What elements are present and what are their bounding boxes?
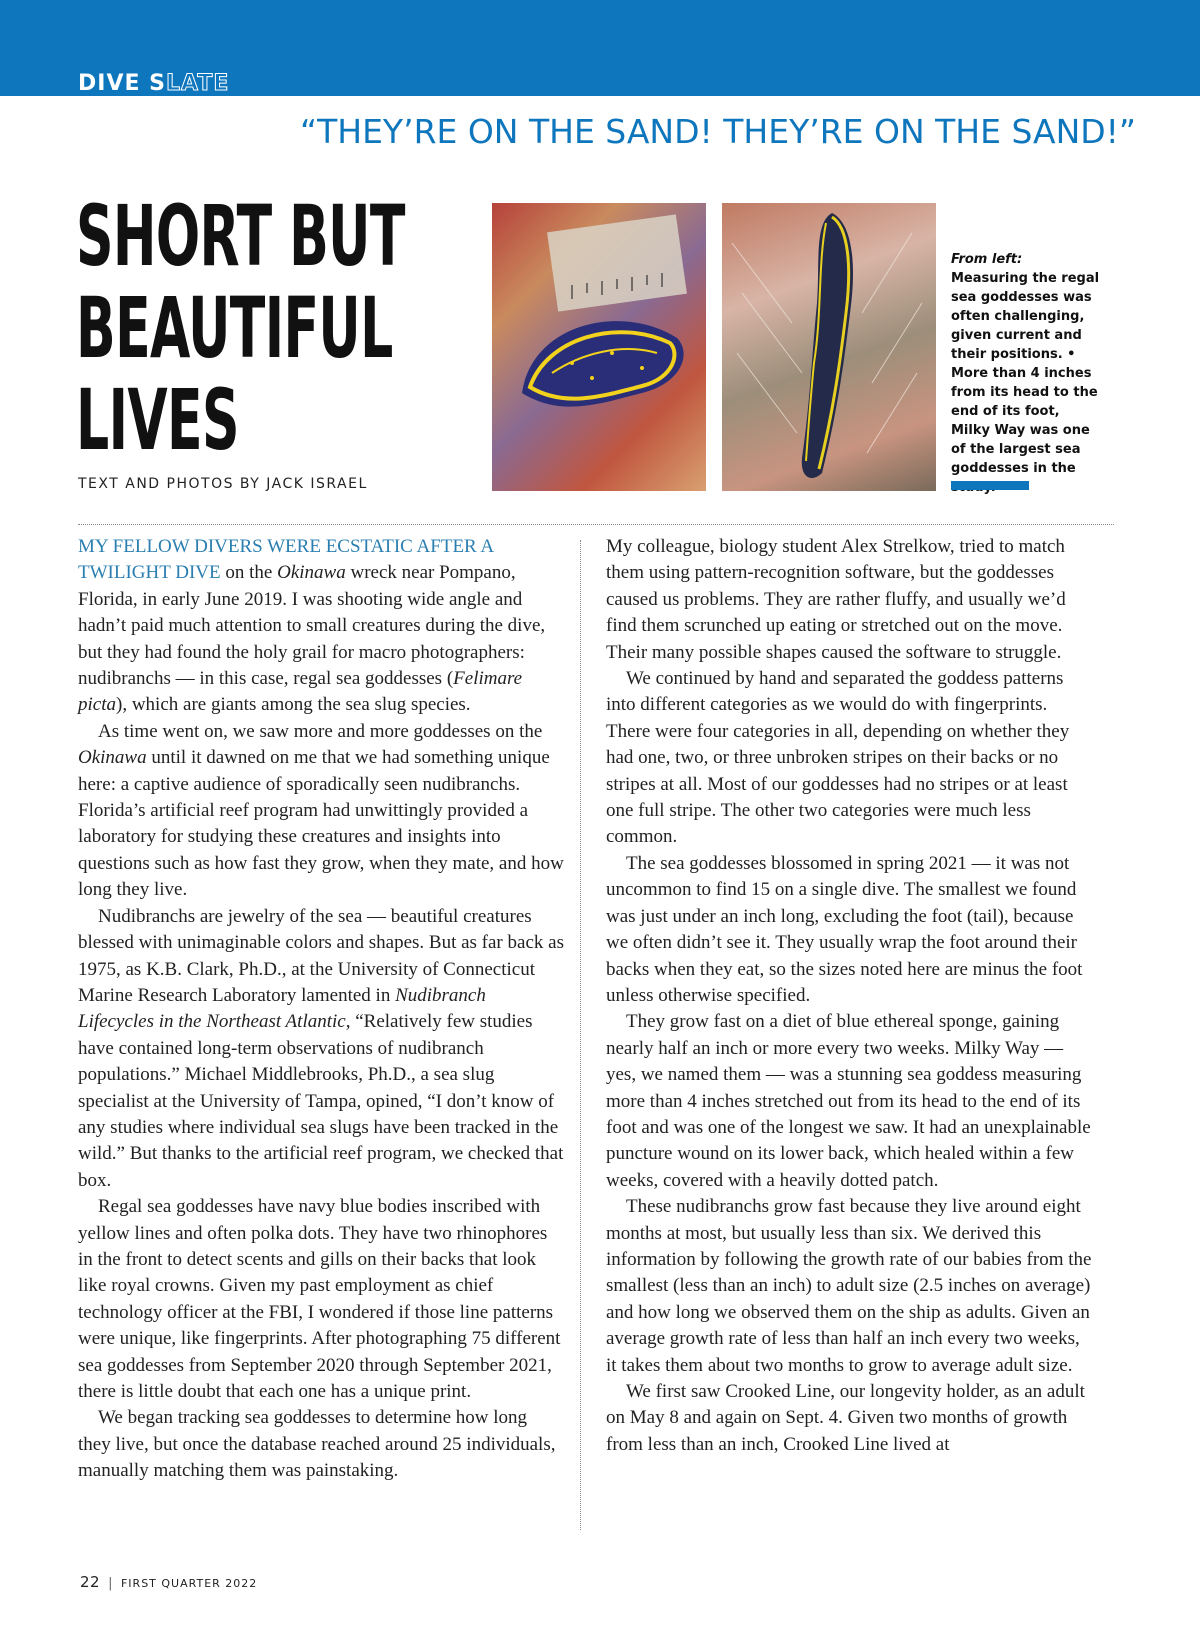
ship-name: Okinawa (277, 562, 346, 584)
book-title: Nudibranch Lifecycles in the Northeast Atlantic (78, 984, 486, 1033)
article-paragraph: My colleague, biology student Alex Strelkow, tried to match them using pattern-recognition software, but the goddesses caused us problems. They are rather fluffy, and usually we’d find them scrunched up eating or stretched out on the move. Their many possible shapes caused the software to struggle. (606, 536, 1066, 663)
text-span: on the (220, 562, 278, 584)
headline (76, 187, 405, 469)
column-divider (580, 540, 581, 1530)
ship-name: Okinawa (78, 747, 147, 769)
article-paragraph: They grow fast on a diet of blue ethereal sponge, gaining nearly half an inch or more every two weeks. Milky Way — yes, we named them — was a stunning sea goddess measuring more than 4 inches stretched out from its head to the end of its foot and was one of the longest we saw. It had an unexplainable puncture wound on its lower back, which healed within a few weeks, covered with a heavily dotted patch. (606, 1011, 1091, 1191)
page-footer (80, 1573, 257, 1591)
article-paragraph (78, 719, 564, 904)
photo-caption (951, 250, 1103, 497)
article-paragraph: We began tracking sea goddesses to determine how long they live, but once the database reached around 25 individuals, manually matching them was painstaking. (78, 1407, 556, 1482)
article-column-right (606, 534, 1092, 1458)
article-paragraph: The sea goddesses blossomed in spring 2021 — it was not uncommon to find 15 on a single dive. The smallest we found was just under an inch long, excluding the foot (tail), because we often didn’t see it. They usually wrap the foot around their backs when they eat, so the sizes noted here are minus the foot unless otherwise specified. (606, 852, 1083, 1006)
headline-line-3: LIVES (76, 371, 239, 469)
article-paragraph: These nudibranchs grow fast because they live around eight months at most, but usually less than six. We derived this information by following the growth rate of our babies from the smallest (less than an inch) to adult size (2.5 inches on average) and how long we observed them on the ship as adults. Given an average growth rate of less than half an inch every two weeks, it takes them about two months to grow to average adult size. (606, 1196, 1092, 1376)
section-label-outline: LATE (166, 72, 230, 96)
text-span: ), which are giants among the sea slug species. (116, 694, 471, 716)
lead-in: MY FELLOW DIVERS WERE ECSTATIC AFTER A TWILIGHT DIVE (78, 536, 494, 584)
headline-line-2: BEAUTIFUL (76, 279, 393, 377)
article-paragraph (78, 904, 564, 1194)
photo-milky-way-sea-goddess (722, 203, 936, 491)
caption-text: Measuring the regal sea goddesses was often challenging, given current and their positions. • More than 4 inches from its head to the end of its foot, Milky Way was one of the largest sea goddesses in the (951, 271, 1100, 476)
text-span: wreck near Pompano, Florida, in early June 2019. I was shooting wide angle and hadn’t paid much attention to small creatures during the dive, but they had found the holy grail for macro photographers: nudibranchs — in this case, regal sea goddesses ( (78, 562, 546, 690)
article-column-left (78, 534, 564, 1485)
caption-accent-bar (951, 481, 1029, 490)
text-span: , “Relatively few studies have contained long-term observations of nudibranch populations.” Michael Middlebrooks, Ph.D., a sea slug specialist at the University of Tampa, opined, “I don’t know of any studies where individual sea slugs have been tracked in the wild.” But thanks to the artificial reef program, we checked that box. (78, 1011, 564, 1191)
article-paragraph: We first saw Crooked Line, our longevity holder, as an adult on May 8 and again on Sept. 4. Given two months of growth from less than an inch, Crooked Line lived at (606, 1381, 1085, 1455)
page-number: 22 (80, 1573, 101, 1591)
section-divider (78, 524, 1114, 525)
footer-separator: | (108, 1576, 113, 1591)
byline: TEXT AND PHOTOS BY JACK ISRAEL (78, 476, 368, 492)
text-span: As time went on, we saw more and more goddesses on the (98, 720, 543, 742)
caption-lead: From left: (951, 252, 1023, 267)
pull-quote: “THEY’RE ON THE SAND! THEY’RE ON THE SAND!” (300, 112, 1137, 151)
section-label (78, 72, 229, 96)
article-paragraph: We continued by hand and separated the goddess patterns into different categories as we would do with fingerprints. There were four categories in all, depending on whether they had one, two, or three unbroken stripes on their backs or no stripes at all. Most of our goddesses had no stripes or at least one full stripe. The other two categories were much less common. (606, 668, 1070, 848)
text-span: until it dawned on me that we had something unique here: a captive audience of sporadically seen nudibranchs. Florida’s artificial reef program had unwittingly provided a laboratory for studying these creatures and insights into questions such as how fast they grow, when they mate, and how long they live. (78, 747, 564, 901)
article-paragraph: Regal sea goddesses have navy blue bodies inscribed with yellow lines and often polka dots. They have two rhinophores in the front to detect scents and gills on their backs that look like royal crowns. Given my past employment as chief technology officer at the FBI, I wondered if those line patterns were unique, like fingerprints. After photographing 75 different sea goddesses from September 2020 through September 2021, there is little doubt that each one has a unique print. (78, 1196, 561, 1402)
article-paragraph (78, 534, 564, 719)
issue-label: FIRST QUARTER 2022 (120, 1577, 258, 1590)
species-name: Felimare picta (78, 668, 523, 716)
headline-line-1: SHORT BUT (76, 187, 405, 285)
section-label-bold: DIVE S (78, 72, 167, 96)
photo-measuring-sea-goddess (492, 203, 706, 491)
text-span: Nudibranchs are jewelry of the sea — beautiful creatures blessed with unimaginable colors and shapes. But as far back as 1975, as K.B. Clark, Ph.D., at the University of Connecticut Marine Research Laboratory lamented in (78, 905, 564, 1006)
